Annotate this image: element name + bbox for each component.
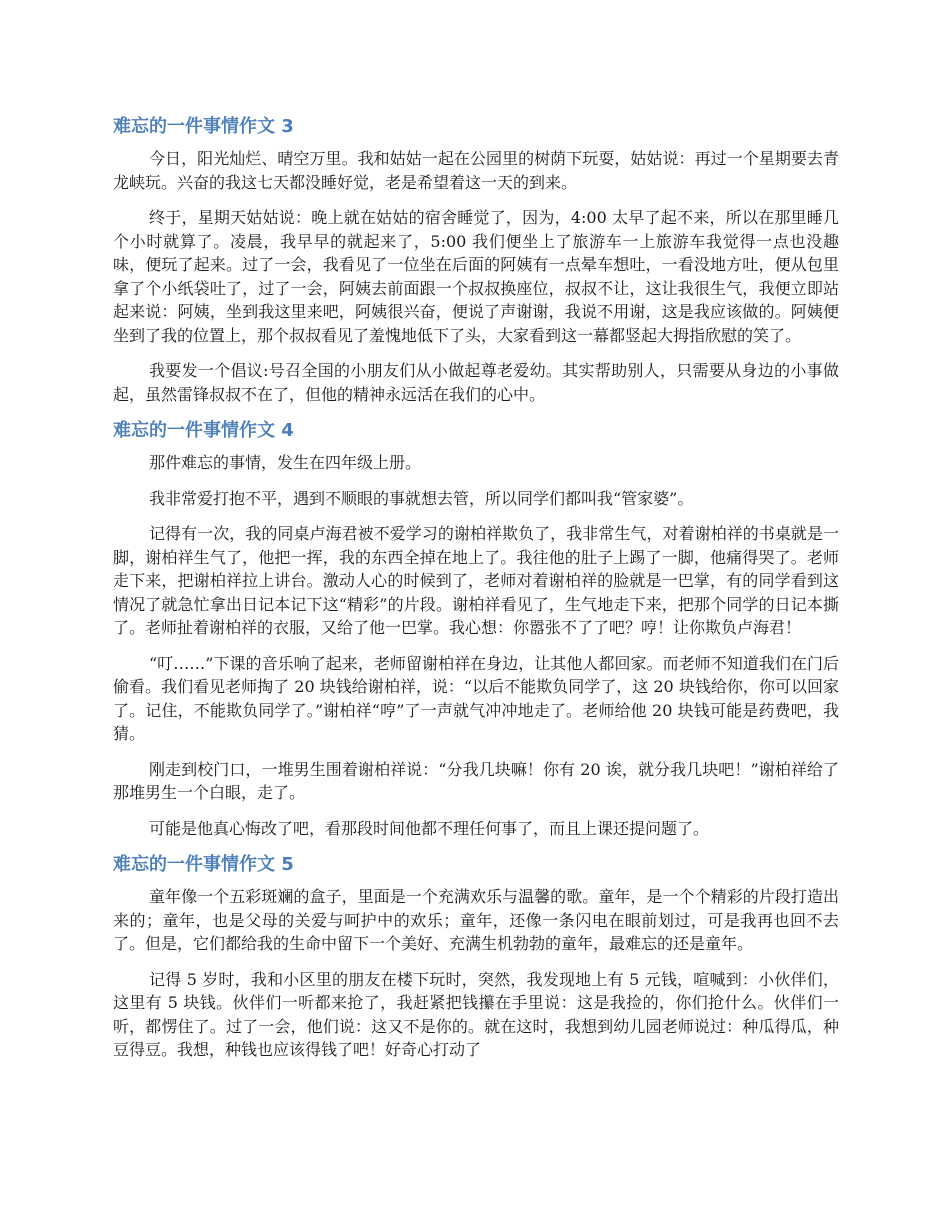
paragraph: 我要发一个倡议:号召全国的小朋友们从小做起尊老爱幼。其实帮助别人，只需要从身边的小事做起，虽然雷锋叔叔不在了，但他的精神永远活在我们的心中。 [113, 361, 839, 404]
paragraph: 记得有一次，我的同桌卢海君被不爱学习的谢柏祥欺负了，我非常生气，对着谢柏祥的书桌就是一脚，谢柏祥生气了，他把一挥，我的东西全掉在地上了。我往他的肚子上踢了一脚，他痛得哭了。老师走下来，把谢柏祥拉上讲台。激动人心的时候到了，老师对着谢柏祥的脸就是一巴掌，有的同学看到这情况了就急忙拿出日记本记下这“精彩”的片段。谢柏祥看见了，生气地走下来，把那个同学的日记本撕了。老师扯着谢柏祥的衣服，又给了他一巴掌。我心想：你嚣张不了了吧？哼！让你欺负卢海君！ [113, 524, 839, 637]
section-title: 难忘的一件事情作文 4 [113, 420, 294, 441]
essay-section-4 [113, 418, 839, 840]
essay-section-3 [113, 114, 839, 406]
paragraph: 可能是他真心悔改了吧，看那段时间他都不理任何事了，而且上课还提问题了。 [149, 818, 710, 838]
section-title: 难忘的一件事情作文 5 [113, 854, 294, 875]
essay-section-5 [113, 852, 839, 1062]
paragraph: 童年像一个五彩斑斓的盒子，里面是一个充满欢乐与温馨的歌。童年，是一个个精彩的片段打造出来的；童年，也是父母的关爱与呵护中的欢乐；童年，还像一条闪电在眼前划过，可是我再也回不去了。但是，它们都给我的生命中留下一个美好、充满生机勃勃的童年，最难忘的还是童年。 [113, 887, 839, 953]
section-title: 难忘的一件事情作文 3 [113, 116, 294, 137]
paragraph: 终于，星期天姑姑说：晚上就在姑姑的宿舍睡觉了，因为，4:00 太早了起不来，所以在那里睡几个小时就算了。凌晨，我早早的就起来了，5:00 我们便坐上了旅游车一上旅游车我觉得一点也没趣味，便玩了起来。过了一会，我看见了一位坐在后面的阿姨有一点晕车想吐，一看没地方吐，便从包里拿了个小纸袋吐了，过了一会，阿姨去前面跟一个叔叔换座位，叔叔不让，这让我很生气，我便立即站起来说：阿姨，坐到我这里来吧，阿姨很兴奋，便说了声谢谢，我说不用谢，这是我应该做的。阿姨便坐到了我的位置上，那个叔叔看见了羞愧地低下了头，大家看到这一幕都竖起大拇指欣慰的笑了。 [113, 208, 839, 345]
paragraph: “叮……”下课的音乐响了起来，老师留谢柏祥在身边，让其他人都回家。而老师不知道我们在门后偷看。我们看见老师掏了 20 块钱给谢柏祥，说：“以后不能欺负同学了，这 20 块钱给你，你可以回家了。记住，不能欺负同学了。”谢柏祥“哼”了一声就气冲冲地走了。老师给他 20 块钱可能是药费吧，我猜。 [113, 653, 839, 743]
paragraph: 记得 5 岁时，我和小区里的朋友在楼下玩时，突然，我发现地上有 5 元钱，喧喊到：小伙伴们，这里有 5 块钱。伙伴们一听都来抢了，我赶紧把钱攥在手里说：这是我捡的，你们抢什么。伙伴们一听，都愣住了。过了一会，他们说：这又不是你的。就在这时，我想到幼儿园老师说过：种瓜得瓜，种豆得豆。我想，种钱也应该得钱了吧！好奇心打动了 [113, 969, 839, 1059]
paragraph: 刚走到校门口，一堆男生围着谢柏祥说：“分我几块嘛！你有 20 诶，就分我几块吧！”谢柏祥给了那堆男生一个白眼，走了。 [113, 759, 839, 802]
paragraph: 那件难忘的事情，发生在四年级上册。 [149, 453, 422, 472]
paragraph: 今日，阳光灿烂、晴空万里。我和姑姑一起在公园里的树荫下玩耍，姑姑说：再过一个星期要去青龙峡玩。兴奋的我这七天都没睡好觉，老是希望着这一天的到来。 [113, 149, 839, 192]
paragraph: 我非常爱打抱不平，遇到不顺眼的事就想去管，所以同学们都叫我“管家婆”。 [149, 488, 694, 508]
document-page [113, 114, 839, 1074]
